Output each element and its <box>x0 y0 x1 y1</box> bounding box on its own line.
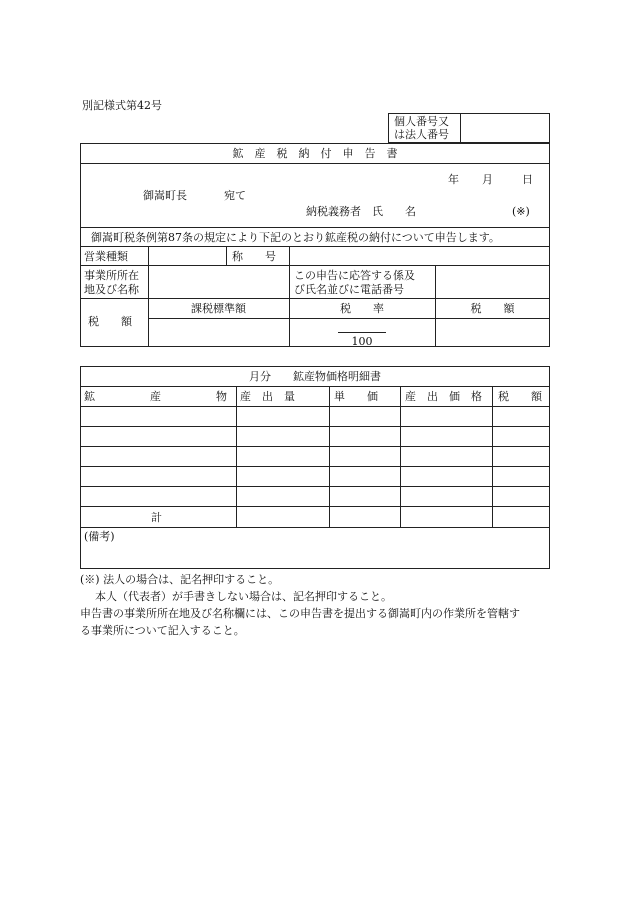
id-number-input[interactable] <box>461 114 549 142</box>
address-divider <box>80 227 550 228</box>
table-row[interactable] <box>81 487 549 506</box>
col-header-tax: 税 額 <box>498 390 542 403</box>
tax-amount-row-label: 税 額 <box>88 315 132 328</box>
col-header-unit-price: 単 価 <box>334 390 378 403</box>
tax-amount-header: 税 額 <box>470 302 515 315</box>
addressee-name: 御嵩町長 <box>143 189 187 202</box>
remarks-input[interactable] <box>81 546 549 568</box>
tax-base-input[interactable] <box>149 319 288 346</box>
seal-mark: (※) <box>512 205 530 218</box>
note-1: (※) 法人の場合は、記名押印すること。 <box>80 573 280 586</box>
note-2: 本人（代表者）が手書きしない場合は、記名押印すること。 <box>95 590 392 603</box>
date-day: 日 <box>522 173 533 186</box>
form-title: 鉱 産 税 納 付 申 告 書 <box>232 147 398 160</box>
rate-denominator: 100 <box>351 335 373 348</box>
bt-divider-2 <box>226 246 227 265</box>
total-label: 計 <box>151 511 162 524</box>
tax-amount-input[interactable] <box>436 319 549 346</box>
trade-name-input[interactable] <box>290 247 549 264</box>
detail-title-line <box>80 386 550 387</box>
note-4: る事業所について記入すること。 <box>80 624 245 637</box>
table-row[interactable] <box>81 467 549 486</box>
detail-title: 月分 鉱産物価格明細書 <box>249 370 381 383</box>
declaration-statement: 御嵩町税条例第87条の規定により下記のとおり鉱産税の納付について申告します。 <box>91 231 500 244</box>
office-label-1: 事業所所在 <box>84 269 139 282</box>
table-row[interactable] <box>81 427 549 446</box>
office-label-2: 地及び名称 <box>84 283 139 296</box>
date-year: 年 <box>448 173 459 186</box>
note-3: 申告書の事業所所在地及び名称欄には、この申告書を提出する御嵩町内の作業所を管轄す <box>80 607 520 620</box>
tax-base-header: 課税標準額 <box>191 302 246 315</box>
title-divider <box>80 163 550 164</box>
remarks-label: (備考) <box>84 530 115 543</box>
taxpayer-name-input[interactable] <box>428 201 508 221</box>
date-month: 月 <box>482 173 493 186</box>
taxpayer-name-label: 納税義務者 氏 名 <box>306 205 416 218</box>
id-number-label-2: は法人番号 <box>394 128 449 141</box>
form-number-label: 別記様式第42号 <box>82 99 162 112</box>
addressee-suffix: 宛て <box>224 189 246 202</box>
declaration-form <box>80 143 550 347</box>
col-header-output-value: 産 出 価 格 <box>405 390 482 403</box>
business-type-label: 営業種類 <box>84 250 128 263</box>
office-bottom-line <box>80 298 550 299</box>
contact-input[interactable] <box>436 266 549 297</box>
office-input[interactable] <box>149 266 288 297</box>
contact-label-1: この申告に応答する係及 <box>294 269 415 282</box>
business-type-input[interactable] <box>149 247 226 264</box>
table-row[interactable] <box>81 447 549 466</box>
col-header-output: 産 出 量 <box>240 390 295 403</box>
contact-label-2: び氏名並びに電話番号 <box>294 283 404 296</box>
rate-fraction-bar <box>338 332 386 333</box>
id-number-label-1: 個人番号又 <box>394 115 449 128</box>
table-row[interactable] <box>81 407 549 426</box>
tax-rate-header: 税 率 <box>340 302 384 315</box>
row-line-7 <box>80 527 550 528</box>
col-header-mineral: 鉱 産 物 <box>84 390 227 403</box>
total-row-input[interactable] <box>237 507 549 527</box>
office-divider-2 <box>289 265 290 298</box>
trade-name-label: 称 号 <box>232 250 276 263</box>
